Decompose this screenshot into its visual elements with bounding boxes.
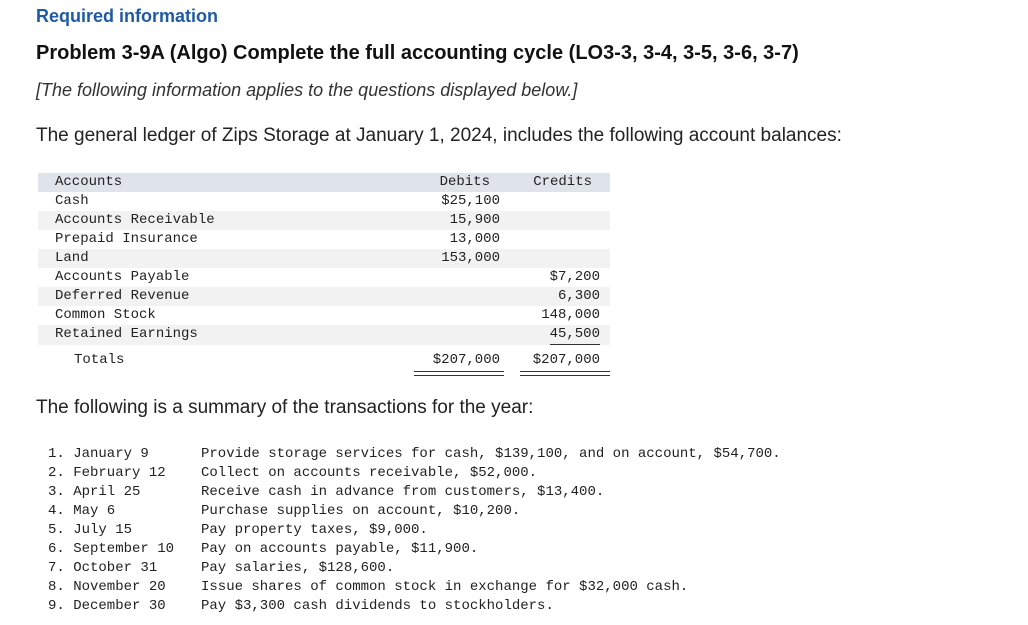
problem-title: Problem 3-9A (Algo) Complete the full accounting cycle (LO3-3, 3-4, 3-5, 3-6, 3-7) <box>36 42 799 64</box>
transactions-list <box>48 445 948 616</box>
transaction-date: 8. November 20 <box>48 579 166 595</box>
transaction-date: 7. October 31 <box>48 560 158 576</box>
transaction-date: 2. February 12 <box>48 465 166 481</box>
list-item <box>48 597 948 616</box>
debit-value: $25,100 <box>441 193 500 209</box>
list-item <box>48 521 948 540</box>
credits-double-underline <box>520 371 610 376</box>
transaction-date: 4. May 6 <box>48 503 116 519</box>
table-row <box>38 325 610 345</box>
list-item <box>48 502 948 521</box>
table-row <box>38 230 610 249</box>
total-debits: $207,000 <box>432 352 500 368</box>
credit-value: $7,200 <box>549 269 600 285</box>
account-name: Retained Earnings <box>55 326 198 342</box>
transaction-description: Pay property taxes, $9,000. <box>201 522 428 538</box>
transaction-description: Purchase supplies on account, $10,200. <box>201 503 521 519</box>
transaction-description: Provide storage services for cash, $139,100, and on account, $54,700. <box>201 446 781 462</box>
account-balances-table <box>38 173 610 375</box>
table-row <box>38 287 610 306</box>
transaction-date: 5. July 15 <box>48 522 133 538</box>
transaction-date: 1. January 9 <box>48 446 149 462</box>
list-item <box>48 578 948 597</box>
list-item <box>48 540 948 559</box>
transactions-summary-heading: The following is a summary of the transactions for the year: <box>36 397 534 418</box>
debit-value: 13,000 <box>449 231 500 247</box>
col-credits-header: Credits <box>533 174 592 190</box>
transaction-description: Pay $3,300 cash dividends to stockholders. <box>201 598 554 614</box>
account-name: Cash <box>55 193 89 209</box>
transaction-description: Collect on accounts receivable, $52,000. <box>201 465 538 481</box>
table-row <box>38 268 610 287</box>
transaction-description: Receive cash in advance from customers, $13,400. <box>201 484 605 500</box>
table-row <box>38 192 610 211</box>
credit-value: 148,000 <box>541 307 600 323</box>
transaction-description: Pay on accounts payable, $11,900. <box>201 541 479 557</box>
credit-value: 45,500 <box>550 325 600 345</box>
required-information-heading: Required information <box>36 6 219 26</box>
total-credits: $207,000 <box>532 352 600 368</box>
totals-label: Totals <box>74 352 125 368</box>
transaction-description: Issue shares of common stock in exchange for $32,000 cash. <box>201 579 689 595</box>
table-row <box>38 306 610 325</box>
list-item <box>48 483 948 502</box>
credit-value: 6,300 <box>557 288 600 304</box>
transaction-description: Pay salaries, $128,600. <box>201 560 395 576</box>
account-name: Deferred Revenue <box>55 288 190 304</box>
list-item <box>48 464 948 483</box>
totals-row <box>38 345 610 375</box>
debit-value: 153,000 <box>441 250 500 266</box>
col-debits-header: Debits <box>439 174 490 190</box>
table-row <box>38 249 610 268</box>
debit-value: 15,900 <box>449 212 500 228</box>
list-item <box>48 559 948 578</box>
account-name: Prepaid Insurance <box>55 231 198 247</box>
list-item <box>48 445 948 464</box>
applies-note: [The following information applies to the questions displayed below.] <box>36 80 578 100</box>
table-row <box>38 211 610 230</box>
debits-double-underline <box>414 371 504 376</box>
account-name: Land <box>55 250 89 266</box>
col-accounts-header: Accounts <box>55 174 123 190</box>
transaction-date: 3. April 25 <box>48 484 141 500</box>
account-name: Common Stock <box>55 307 156 323</box>
table-header-row <box>38 173 610 192</box>
transaction-date: 9. December 30 <box>48 598 166 614</box>
transaction-date: 6. September 10 <box>48 541 175 557</box>
account-name: Accounts Payable <box>55 269 190 285</box>
ledger-intro-text: The general ledger of Zips Storage at January 1, 2024, includes the following account balances: <box>36 125 842 146</box>
account-name: Accounts Receivable <box>55 212 215 228</box>
